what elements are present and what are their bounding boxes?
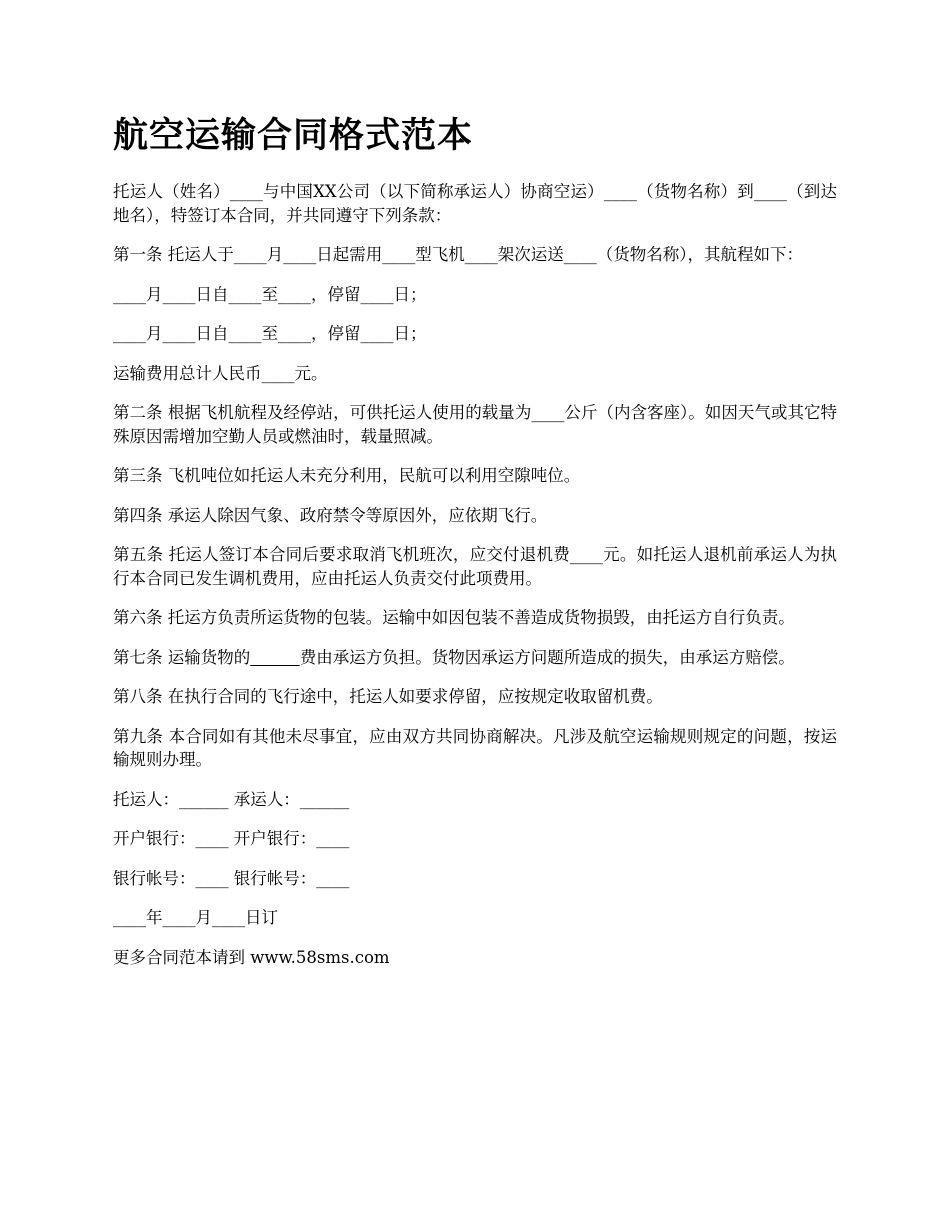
document-body — [113, 180, 837, 985]
paragraph-route-1: ____月____日自____至____，停留____日； — [113, 284, 427, 304]
paragraph-article-8: 第八条 在执行合同的飞行途中，托运人如要求停留，应按规定收取留机费。 — [113, 687, 663, 706]
paragraph-article-5: 第五条 托运人签订本合同后要求取消飞机班次，应交付退机费____元。如托运人退机前承运人为执行本合同已发生调机费用，应由托运人负责交付此项费用。 — [113, 545, 837, 588]
paragraph-article-7 — [113, 646, 837, 670]
article-7-text-after: 费由承运方负担。货物因承运方问题所造成的损失，由承运方赔偿。 — [299, 647, 795, 667]
document-title: 航空运输合同格式范本 — [113, 115, 474, 156]
signature-parties: 托运人：______ 承运人：______ — [113, 789, 350, 809]
article-7-text-before: 第七条 运输货物的 — [113, 647, 251, 667]
signature-banks: 开户银行：____ 开户银行：____ — [113, 829, 350, 848]
signature-accounts: 银行帐号：____ 银行帐号：____ — [113, 868, 350, 888]
paragraph-article-2: 第二条 根据飞机航程及经停站，可供托运人使用的载量为____公斤（内含客座）。如因天气或其它特殊原因需增加空勤人员或燃油时，载量照减。 — [113, 403, 837, 446]
paragraph-article-1: 第一条 托运人于____月____日起需用____型飞机____架次运送____（货物名称），其航程如下： — [113, 245, 803, 264]
paragraph-article-9: 第九条 本合同如有其他未尽事宜，应由双方共同协商解决。凡涉及航空运输规则规定的问题，按运输规则办理。 — [113, 726, 837, 769]
paragraph-total-fee: 运输费用总计人民币____元。 — [113, 363, 328, 383]
article-7-blank — [250, 648, 300, 667]
paragraph-route-2: ____月____日自____至____，停留____日； — [113, 324, 427, 343]
signature-date: ____年____月____日订 — [113, 908, 278, 927]
paragraph-article-6: 第六条 托运方负责所运货物的包装。运输中如因包装不善造成货物损毁，由托运方自行负责。 — [113, 608, 795, 627]
paragraph-intro: 托运人（姓名）____与中国XX公司（以下简称承运人）协商空运）____（货物名称）到____（到达地名），特签订本合同，并共同遵守下列条款： — [113, 182, 837, 225]
footer-more-templates: 更多合同范本请到 www.58sms.com — [113, 947, 390, 967]
paragraph-article-4: 第四条 承运人除因气象、政府禁令等原因外，应依期飞行。 — [113, 505, 548, 525]
paragraph-article-3: 第三条 飞机吨位如托运人未充分利用，民航可以利用空隙吨位。 — [113, 466, 581, 485]
